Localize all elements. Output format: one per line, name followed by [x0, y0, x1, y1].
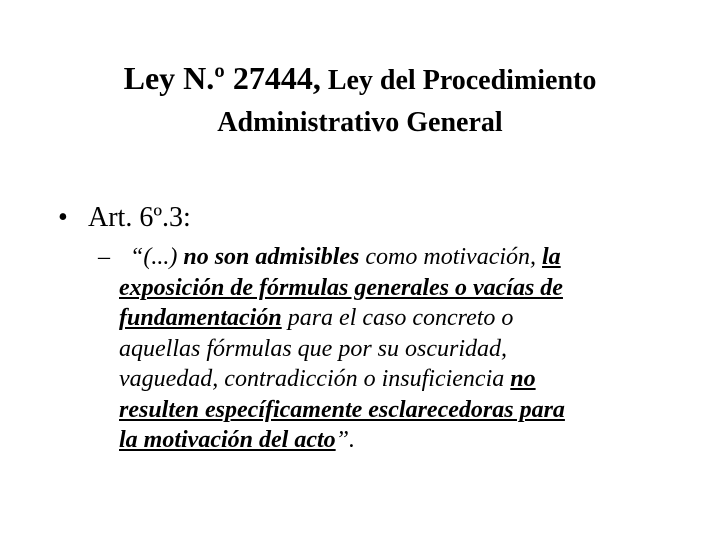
law-name-part-1: Ley del Procedimiento [327, 65, 597, 96]
law-number: Ley N.º 27444, [123, 60, 321, 96]
quote-run: aquellas fórmulas que por su oscuridad, [119, 335, 508, 362]
quote-run: para el caso concreto o [281, 305, 514, 331]
quote-run: ”. [335, 427, 355, 453]
article-reference: Art. 6º.3: [88, 202, 191, 233]
quote-run: no son admisibles [183, 244, 360, 270]
bullet-marker: • [58, 202, 68, 233]
slide-title-line-1 [0, 58, 720, 101]
quote-run: fundamentación [119, 305, 282, 331]
slide-title-line-2 [0, 103, 720, 143]
quote-run: no [510, 366, 536, 392]
bullet-item [58, 200, 191, 236]
quote-line [119, 273, 658, 304]
quote-line [119, 425, 658, 456]
quote-line [130, 242, 658, 273]
quote-block [98, 242, 658, 456]
quote-line [119, 364, 658, 395]
quote-line [119, 334, 658, 365]
sub-bullet-dash: – [98, 244, 110, 270]
quote-line [119, 395, 658, 426]
quote-run: “(...) [130, 244, 184, 270]
law-name-part-2: Administrativo General [217, 107, 503, 138]
quote-run: exposición de fórmulas generales o vacías de [119, 274, 563, 301]
quote-run: vaguedad, contradicción o insuficiencia [119, 366, 511, 392]
quote-run: la motivación del acto [119, 427, 336, 453]
quote-run: la [542, 244, 561, 270]
quote-run: resulten específicamente esclarecedoras para [119, 396, 565, 423]
quote-line [119, 303, 658, 334]
quote-run: como motivación, [359, 244, 543, 270]
